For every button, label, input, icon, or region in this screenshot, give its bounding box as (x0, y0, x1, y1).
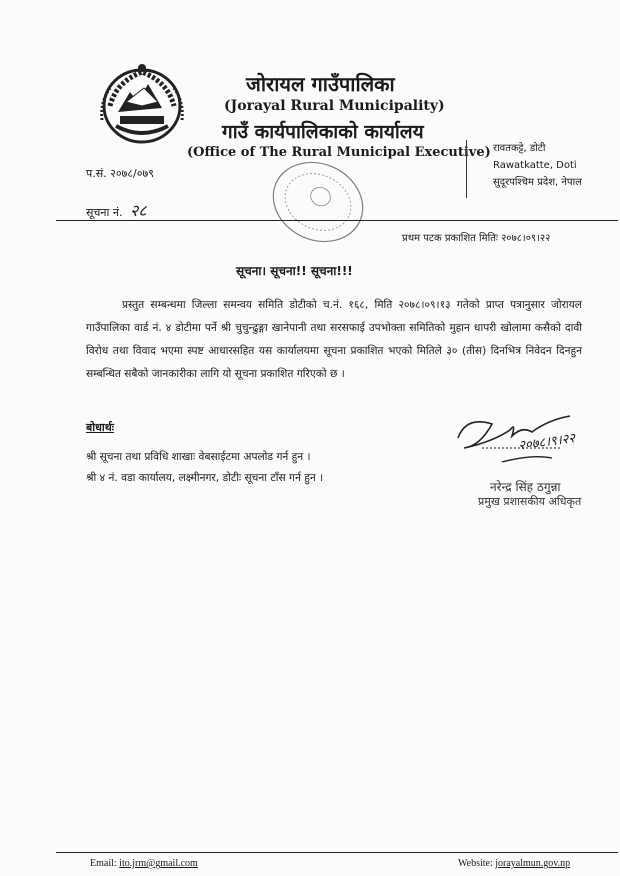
cc-item: श्री ४ नं. वडा कार्यालय, लक्ष्मीनगर, डोटीः सूचना टाँस गर्न हुन । (86, 472, 324, 484)
signatory-title: प्रमुख प्रशासकीय अधिकृत (478, 495, 582, 508)
email-label: Email: (90, 858, 117, 869)
footer-email (90, 858, 198, 869)
address-block (466, 140, 615, 198)
municipality-emblem-icon (96, 62, 188, 146)
municipality-name-en: (Jorayal Rural Municipality) (224, 98, 445, 114)
cc-item: श्री सूचना तथा प्रविधि शाखाः वेबसाईटमा अपलोड गर्न हुन । (86, 451, 311, 463)
email-link[interactable]: ito.jrm@gmail.com (119, 858, 198, 869)
signature-date: २०७८।९।२२ (517, 431, 577, 454)
signatory-name: नरेन्द्र सिंह ठगुन्ना (490, 480, 561, 494)
address-line-2: Rawatkatte, Doti (493, 160, 577, 171)
website-link[interactable]: jorayalmun.gov.np (495, 858, 571, 869)
address-line-1: रावतकट्टे, डोटी (493, 143, 546, 154)
notice-number-value: २८ (129, 201, 147, 220)
notice-number-label: सूचना नं. (86, 206, 123, 219)
office-stamp (255, 143, 381, 261)
office-name-np: गाउँ कार्यपालिकाको कार्यालय (222, 121, 424, 143)
footer-divider (56, 852, 618, 853)
notice-number (86, 199, 147, 221)
footer-website (458, 858, 570, 869)
publish-date: प्रथम पटक प्रकाशित मितिः २०७८।०९।२२ (402, 233, 551, 244)
address-line-3: सुदूरपश्चिम प्रदेश, नेपाल (493, 177, 582, 188)
municipality-name-np: जोरायल गाउँपालिका (246, 72, 395, 96)
header-divider (56, 220, 618, 221)
fiscal-year: प.सं. २०७८/०७९ (86, 167, 154, 180)
notice-heading: सूचना। सूचना!! सूचना!!! (236, 264, 353, 278)
website-label: Website: (458, 858, 493, 869)
cc-heading: बोधार्थः (86, 421, 114, 434)
signature (452, 408, 608, 474)
notice-body: प्रस्तुत सम्बन्धमा जिल्ला समन्वय समिति डोटीको च.नं. १६८, मिति २०७८।०९।१३ गतेको प्राप्त पत्रानुसार जोरायल गाउँपालिका वार्ड नं. ४ डोटीमा पर्ने श्री चुचुन्ढुङ्गा खानेपानी तथा सरसफाई उपभोक्ता समितिको मुहान धापरी खोलामा कसैको दावी विरोध तथा विवाद भएमा स्पष्ट आधारसहित यस कार्यालयमा सूचना प्रकाशित भएको मितिले ३० (तीस) दिनभित्र निवेदन दिनहुन सम्बन्धित सबैको जानकारीका लागि यो सूचना प्रकाशित गरिएको छ । (86, 299, 582, 380)
office-name-en: (Office of The Rural Municipal Executive) (187, 145, 491, 160)
